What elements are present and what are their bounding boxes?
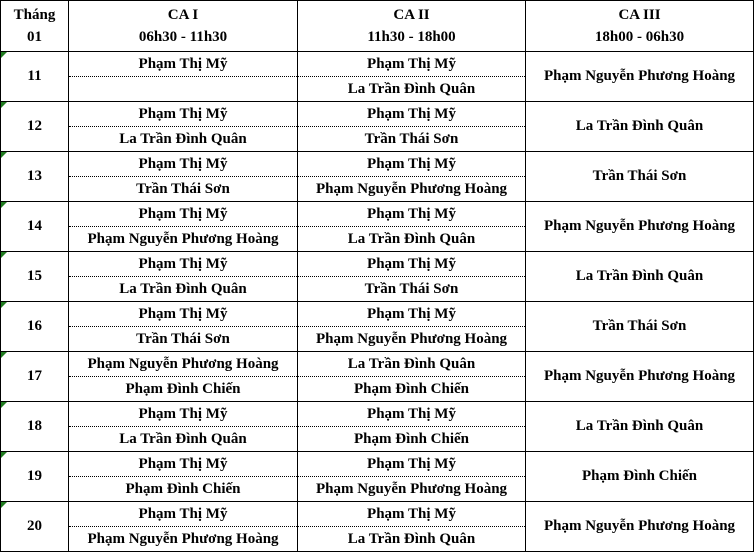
ca1-split xyxy=(69,452,297,501)
ca1-slot xyxy=(69,252,297,277)
header-month-number: 01 xyxy=(27,29,42,45)
ca2-split xyxy=(298,252,525,301)
ca2-slot xyxy=(298,327,525,351)
header-ca2-time: 11h30 - 18h00 xyxy=(367,29,456,45)
cell-marker-icon xyxy=(1,252,7,258)
ca2-staff-name: La Trần Đình Quân xyxy=(347,80,476,97)
day-number: 12 xyxy=(27,118,42,134)
ca2-staff-name: Trần Thái Sơn xyxy=(364,280,459,297)
cell-marker-icon xyxy=(1,202,7,208)
table-row xyxy=(1,252,754,302)
ca2-split xyxy=(298,502,525,551)
day-number: 20 xyxy=(27,518,42,534)
ca1-cell[interactable] xyxy=(69,52,298,102)
header-ca2[interactable] xyxy=(298,1,526,52)
ca1-split xyxy=(69,402,297,451)
table-row xyxy=(1,102,754,152)
ca1-staff-name: Phạm Thị Mỹ xyxy=(138,205,228,222)
ca1-slot xyxy=(69,377,297,401)
ca1-cell[interactable] xyxy=(69,252,298,302)
ca1-slot xyxy=(69,327,297,351)
table-row xyxy=(1,502,754,552)
ca3-staff-name: Phạm Nguyễn Phương Hoàng xyxy=(543,518,736,534)
ca2-split xyxy=(298,202,525,251)
ca2-slot xyxy=(298,452,525,477)
ca1-cell[interactable] xyxy=(69,352,298,402)
day-number: 19 xyxy=(27,468,42,484)
day-number: 15 xyxy=(27,268,42,284)
ca1-staff-name: Phạm Thị Mỹ xyxy=(138,255,228,272)
table-row xyxy=(1,402,754,452)
ca1-split xyxy=(69,52,297,101)
ca1-staff-name: Trần Thái Sơn xyxy=(136,330,230,347)
table-header xyxy=(1,1,754,52)
ca3-cell[interactable] xyxy=(526,202,754,252)
ca2-split xyxy=(298,402,525,451)
ca2-slot xyxy=(298,202,525,227)
ca2-slot xyxy=(298,527,525,551)
ca1-staff-name: Phạm Thị Mỹ xyxy=(138,305,228,322)
ca1-slot xyxy=(69,52,297,77)
ca2-staff-name: Phạm Thị Mỹ xyxy=(367,105,456,122)
ca1-slot xyxy=(69,77,297,101)
day-cell[interactable] xyxy=(1,452,69,502)
ca1-split xyxy=(69,202,297,251)
ca2-staff-name: Phạm Thị Mỹ xyxy=(367,455,456,472)
ca2-cell[interactable] xyxy=(298,202,526,252)
table-row xyxy=(1,152,754,202)
table-row xyxy=(1,202,754,252)
table-body xyxy=(1,52,754,552)
header-ca3-time: 18h00 - 06h30 xyxy=(594,29,685,45)
ca1-cell[interactable] xyxy=(69,402,298,452)
ca2-staff-name: La Trần Đình Quân xyxy=(347,530,476,547)
ca2-slot xyxy=(298,477,525,501)
ca3-cell[interactable] xyxy=(526,402,754,452)
ca1-staff-name: Phạm Thị Mỹ xyxy=(138,105,228,122)
ca1-staff-name: Phạm Thị Mỹ xyxy=(138,55,228,72)
ca2-slot xyxy=(298,302,525,327)
cell-marker-icon xyxy=(1,402,7,408)
ca2-slot xyxy=(298,127,525,151)
ca2-staff-name: Phạm Thị Mỹ xyxy=(367,55,456,72)
ca3-staff-name: Phạm Nguyễn Phương Hoàng xyxy=(543,368,736,384)
ca2-split xyxy=(298,302,525,351)
ca2-cell[interactable] xyxy=(298,102,526,152)
ca1-slot xyxy=(69,527,297,551)
ca1-slot xyxy=(69,302,297,327)
ca2-split xyxy=(298,452,525,501)
ca3-staff-name: La Trần Đình Quân xyxy=(575,118,704,134)
cell-marker-icon xyxy=(1,352,7,358)
ca1-split xyxy=(69,302,297,351)
cell-marker-icon xyxy=(1,102,7,108)
ca1-staff-name: La Trần Đình Quân xyxy=(119,430,247,447)
table-row xyxy=(1,302,754,352)
ca2-split xyxy=(298,102,525,151)
ca1-slot xyxy=(69,177,297,201)
ca2-staff-name: Phạm Thị Mỹ xyxy=(367,505,456,522)
ca1-cell[interactable] xyxy=(69,102,298,152)
ca3-cell[interactable] xyxy=(526,252,754,302)
ca2-slot xyxy=(298,427,525,451)
ca2-slot xyxy=(298,277,525,301)
ca1-slot xyxy=(69,152,297,177)
ca2-slot xyxy=(298,102,525,127)
ca1-staff-name: Phạm Thị Mỹ xyxy=(138,405,228,422)
ca2-cell[interactable] xyxy=(298,452,526,502)
day-number: 17 xyxy=(27,368,42,384)
ca2-staff-name: Trần Thái Sơn xyxy=(364,130,459,147)
ca2-cell[interactable] xyxy=(298,302,526,352)
ca3-staff-name: Phạm Đình Chiến xyxy=(581,468,698,484)
ca2-staff-name: Phạm Thị Mỹ xyxy=(367,255,456,272)
ca2-staff-name: Phạm Nguyễn Phương Hoàng xyxy=(315,480,508,497)
ca1-slot xyxy=(69,402,297,427)
ca2-slot xyxy=(298,502,525,527)
ca2-staff-name: Phạm Nguyễn Phương Hoàng xyxy=(315,330,508,347)
ca2-slot xyxy=(298,402,525,427)
ca1-split xyxy=(69,252,297,301)
ca1-staff-name: La Trần Đình Quân xyxy=(119,280,247,297)
ca3-cell[interactable] xyxy=(526,352,754,402)
ca1-staff-name: La Trần Đình Quân xyxy=(119,130,247,147)
ca2-slot xyxy=(298,227,525,251)
ca3-staff-name: Phạm Nguyễn Phương Hoàng xyxy=(543,218,736,234)
ca2-split xyxy=(298,52,525,101)
ca1-cell[interactable] xyxy=(69,302,298,352)
header-month[interactable] xyxy=(1,1,69,52)
day-cell[interactable] xyxy=(1,202,69,252)
ca2-cell[interactable] xyxy=(298,352,526,402)
ca2-cell[interactable] xyxy=(298,252,526,302)
ca1-staff-name: Phạm Thị Mỹ xyxy=(138,505,228,522)
day-cell[interactable] xyxy=(1,252,69,302)
ca2-slot xyxy=(298,252,525,277)
ca2-staff-name: Phạm Thị Mỹ xyxy=(367,305,456,322)
ca2-cell[interactable] xyxy=(298,152,526,202)
day-cell[interactable] xyxy=(1,402,69,452)
header-ca1-time: 06h30 - 11h30 xyxy=(138,29,228,45)
table-row xyxy=(1,452,754,502)
header-row xyxy=(1,1,754,52)
ca3-staff-name: La Trần Đình Quân xyxy=(575,268,704,284)
ca1-staff-name: Phạm Nguyễn Phương Hoàng xyxy=(87,355,279,372)
ca2-staff-name: Phạm Đình Chiến xyxy=(353,380,470,397)
ca3-cell[interactable] xyxy=(526,502,754,552)
ca3-cell[interactable] xyxy=(526,152,754,202)
day-number: 16 xyxy=(27,318,42,334)
day-number: 13 xyxy=(27,168,42,184)
ca1-slot xyxy=(69,127,297,151)
ca2-staff-name: Phạm Thị Mỹ xyxy=(367,405,456,422)
ca3-cell[interactable] xyxy=(526,302,754,352)
ca2-cell[interactable] xyxy=(298,502,526,552)
ca1-split xyxy=(69,502,297,551)
day-cell[interactable] xyxy=(1,352,69,402)
ca2-slot xyxy=(298,377,525,401)
header-ca1-title: CA I xyxy=(167,7,199,23)
ca1-slot xyxy=(69,227,297,251)
cell-marker-icon xyxy=(1,452,7,458)
header-ca1[interactable] xyxy=(69,1,298,52)
cell-marker-icon xyxy=(1,302,7,308)
ca1-slot xyxy=(69,352,297,377)
ca1-cell[interactable] xyxy=(69,452,298,502)
ca3-cell[interactable] xyxy=(526,52,754,102)
header-ca3[interactable] xyxy=(526,1,754,52)
ca1-staff-name: Phạm Đình Chiến xyxy=(125,380,241,397)
ca1-staff-name: Phạm Nguyễn Phương Hoàng xyxy=(87,530,279,547)
cell-marker-icon xyxy=(1,152,7,158)
ca2-slot xyxy=(298,77,525,101)
header-ca2-title: CA II xyxy=(393,7,430,23)
ca1-slot xyxy=(69,102,297,127)
ca2-slot xyxy=(298,152,525,177)
ca2-staff-name: Phạm Thị Mỹ xyxy=(367,155,456,172)
day-number: 14 xyxy=(27,218,42,234)
table-row xyxy=(1,352,754,402)
ca2-staff-name: Phạm Nguyễn Phương Hoàng xyxy=(315,180,508,197)
ca1-slot xyxy=(69,452,297,477)
cell-marker-icon xyxy=(1,52,7,58)
ca1-split xyxy=(69,152,297,201)
ca2-slot xyxy=(298,177,525,201)
ca2-staff-name: Phạm Thị Mỹ xyxy=(367,205,456,222)
header-ca3-title: CA III xyxy=(618,7,661,23)
ca1-cell[interactable] xyxy=(69,202,298,252)
day-cell[interactable] xyxy=(1,502,69,552)
ca1-cell[interactable] xyxy=(69,502,298,552)
ca2-staff-name: La Trần Đình Quân xyxy=(347,355,476,372)
day-cell[interactable] xyxy=(1,152,69,202)
day-cell[interactable] xyxy=(1,52,69,102)
ca1-split xyxy=(69,102,297,151)
table-row xyxy=(1,52,754,102)
ca1-slot xyxy=(69,502,297,527)
day-cell[interactable] xyxy=(1,102,69,152)
ca1-staff-name: Phạm Thị Mỹ xyxy=(138,155,228,172)
ca2-split xyxy=(298,352,525,401)
ca1-slot xyxy=(69,427,297,451)
ca1-staff-name: Trần Thái Sơn xyxy=(136,180,230,197)
ca1-staff-name: Phạm Thị Mỹ xyxy=(138,455,228,472)
day-cell[interactable] xyxy=(1,302,69,352)
ca3-staff-name: Trần Thái Sơn xyxy=(592,168,687,184)
ca2-staff-name: La Trần Đình Quân xyxy=(347,230,476,247)
cell-marker-icon xyxy=(1,502,7,508)
ca1-staff-name: Phạm Đình Chiến xyxy=(125,480,241,497)
ca3-staff-name: La Trần Đình Quân xyxy=(575,418,704,434)
ca3-cell[interactable] xyxy=(526,452,754,502)
ca3-cell[interactable] xyxy=(526,102,754,152)
ca1-split xyxy=(69,352,297,401)
ca1-slot xyxy=(69,202,297,227)
header-month-label: Tháng xyxy=(13,7,56,23)
ca2-slot xyxy=(298,352,525,377)
ca2-slot xyxy=(298,52,525,77)
ca3-staff-name: Phạm Nguyễn Phương Hoàng xyxy=(543,68,736,84)
ca2-cell[interactable] xyxy=(298,402,526,452)
ca2-staff-name: Phạm Đình Chiến xyxy=(353,430,470,447)
ca1-staff-name: Phạm Nguyễn Phương Hoàng xyxy=(87,230,279,247)
ca1-slot xyxy=(69,277,297,301)
day-number: 11 xyxy=(27,68,42,84)
day-number: 18 xyxy=(27,418,42,434)
ca1-cell[interactable] xyxy=(69,152,298,202)
ca2-split xyxy=(298,152,525,201)
ca2-cell[interactable] xyxy=(298,52,526,102)
ca1-slot xyxy=(69,477,297,501)
ca3-staff-name: Trần Thái Sơn xyxy=(592,318,687,334)
